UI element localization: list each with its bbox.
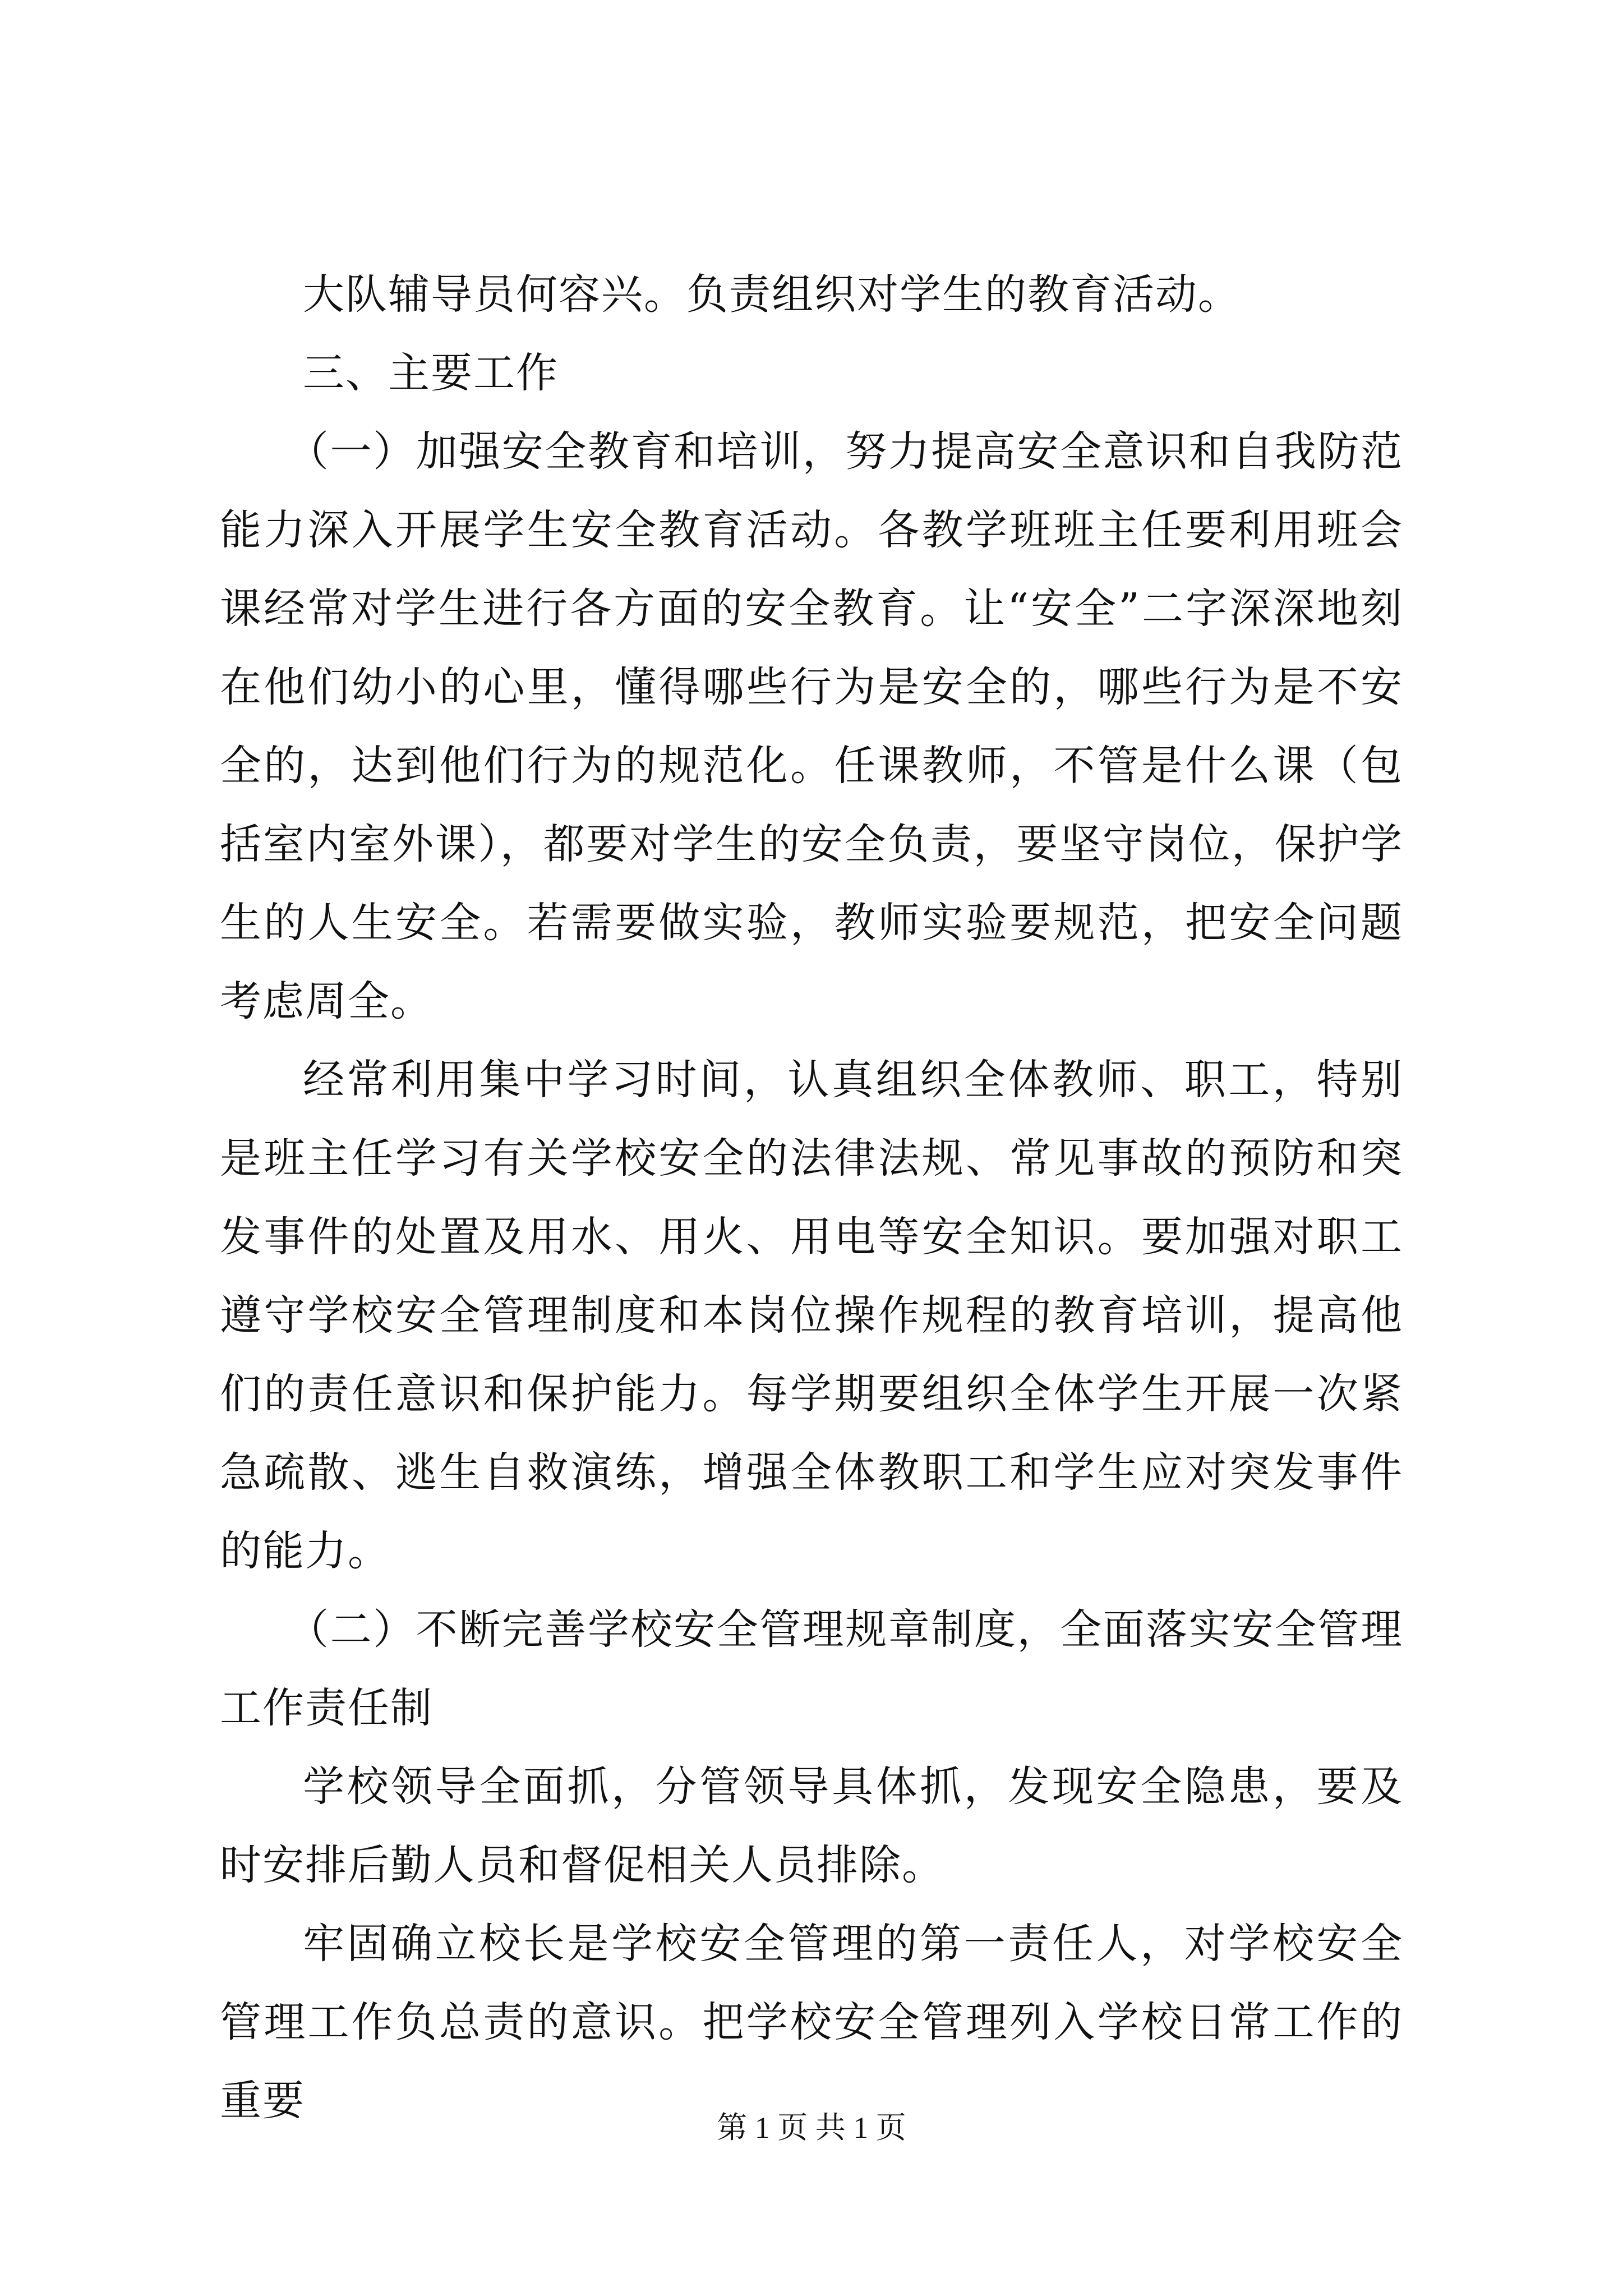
paragraph-leadership: 学校领导全面抓，分管领导具体抓，发现安全隐患，要及时安排后勤人员和督促相关人员排除。 (220, 1763, 1403, 1889)
paragraph-rules-improvement: （二）不断完善学校安全管理规章制度，全面落实安全管理工作责任制 (220, 1605, 1403, 1732)
paragraph-team-member: 大队辅导员何容兴。负责组织对学生的教育活动。 (303, 270, 1241, 319)
heading-main-work: 三、主要工作 (303, 349, 559, 397)
page-footer: 第 1 页 共 1 页 (717, 2111, 906, 2145)
paragraph-principal-responsibility: 牢固确立校长是学校安全管理的第一责任人，对学校安全管理工作负总责的意识。把学校安全管理列入学校日常工作的重要 (220, 1920, 1403, 2125)
paragraph-staff-training: 经常利用集中学习时间，认真组织全体教师、职工，特别是班主任学习有关学校安全的法律法规、常见事故的预防和突发事件的处置及用水、用火、用电等安全知识。要加强对职工遵守学校安全管理制度和本岗位操作规程的教育培训，提高他们的责任意识和保护能力。每学期要组织全体学生开展一次紧急疏散、逃生自救演练，增强全体教职工和学生应对突发事件的能力。 (220, 1056, 1403, 1575)
document-body (220, 255, 1403, 2140)
paragraph-safety-education: （一）加强安全教育和培训，努力提高安全意识和自我防范能力深入开展学生安全教育活动。各教学班班主任要利用班会课经常对学生进行各方面的安全教育。让“安全”二字深深地刻在他们幼小的心里，懂得哪些行为是安全的，哪些行为是不安全的，达到他们行为的规范化。任课教师，不管是什么课（包括室内室外课），都要对学生的安全负责，要坚守岗位，保护学生的人生安全。若需要做实验，教师实验要规范，把安全问题考虑周全。 (220, 427, 1403, 1025)
